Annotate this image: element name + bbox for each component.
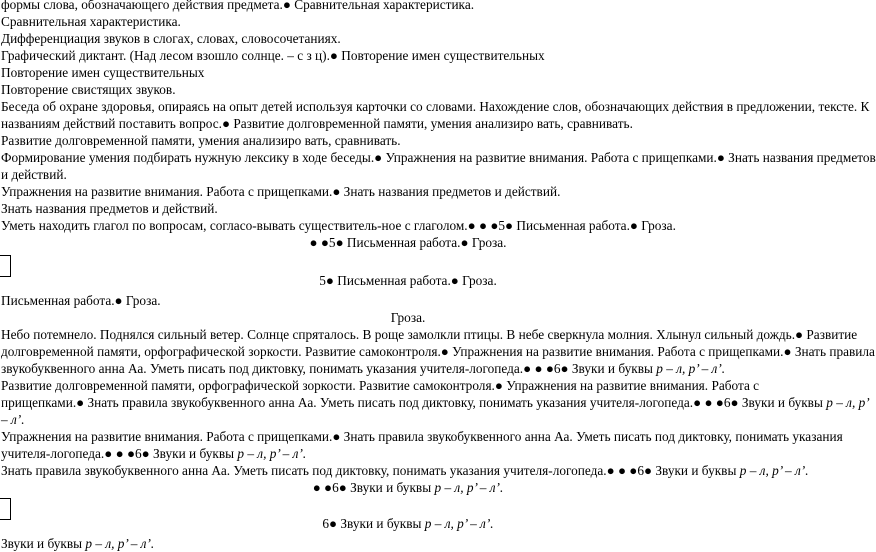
text-line-centered: 5● Письменная работа.● Гроза. bbox=[319, 273, 497, 288]
text-line: Уметь находить глагол по вопросам, согласо-вывать существитель-ное с глаголом.● ● ●5● Письменная работа.● Гроза. bbox=[1, 218, 676, 233]
text-span: учителя-логопеда.● ● ●6● Звуки и буквы bbox=[1, 446, 238, 461]
text-line bbox=[1, 535, 814, 552]
text-span: Знать правила звукобуквенного анна Аа. Уметь писать под диктовку, понимать указания учителя-логопеда.● ● ●6● Звуки и буквы bbox=[1, 463, 740, 478]
italic-span: р – л, р’ – л’. bbox=[739, 463, 809, 478]
text-line: Повторение имен существительных bbox=[1, 65, 205, 80]
text-line-centered: ● ●5● Письменная работа.● Гроза. bbox=[309, 235, 507, 250]
text-line: Беседа об охране здоровья, опираясь на опыт детей используя карточки со словами. Нахождение слов, обозначающих действия в предложении, тексте. К bbox=[1, 99, 870, 114]
text-span: прищепками.● Знать правила звукобуквенного анна Аа. Уметь писать под диктовку, понимать указания учителя-логопеда.● ● ●6● Звуки и буквы bbox=[1, 395, 827, 410]
text-line bbox=[1, 462, 814, 479]
text-line bbox=[1, 394, 870, 411]
text-line bbox=[1, 411, 814, 428]
italic-span: р – л, р’ – л’. bbox=[434, 480, 504, 495]
text-span: ● ●6● Звуки и буквы bbox=[312, 480, 435, 495]
italic-span: р – л, р’ – л’. bbox=[237, 446, 307, 461]
text-line bbox=[1, 360, 814, 377]
italic-span: р – л, р’ – л’. bbox=[85, 536, 155, 551]
text-line: Знать названия предметов и действий. bbox=[1, 201, 218, 216]
text-line: формы слова, обозначающего действия предмета.● Сравнительная характеристика. bbox=[1, 0, 475, 12]
text-span: звукобуквенного анна Аа. Уметь писать под диктовку, понимать указания учителя-логопеда.● ● ●6● Звуки и буквы bbox=[1, 361, 657, 376]
text-line: Небо потемнело. Поднялся сильный ветер. Солнце спряталось. В роще замолкли птицы. В небе сверкнула молния. Хлынул сильный дождь.● Развитие bbox=[1, 327, 858, 342]
text-span: 6● Звуки и буквы bbox=[322, 516, 425, 531]
text-line-centered bbox=[0, 515, 816, 532]
text-span: Звуки и буквы bbox=[1, 536, 86, 551]
text-line: Письменная работа.● Гроза. bbox=[1, 293, 161, 308]
italic-span: р – л, р’ bbox=[826, 395, 870, 410]
text-line: Сравнительная характеристика. bbox=[1, 14, 181, 29]
text-line: Упражнения на развитие внимания. Работа с прищепками.● Знать правила звукобуквенного анна Аа. Уметь писать под диктовку, понимать указания bbox=[1, 429, 843, 444]
text-line-centered: Гроза. bbox=[390, 310, 426, 325]
text-line: Дифференциация звуков в слогах, словах, словосочетаниях. bbox=[1, 31, 341, 46]
text-line: Развитие долговременной памяти, орфографической зоркости. Развитие самоконтроля.● Упражнения на развитие внимания. Работа с bbox=[1, 378, 760, 393]
text-line: долговременной памяти, орфографической зоркости. Развитие самоконтроля.● Упражнения на развитие внимания. Работа с прищепками.● Знать правила bbox=[1, 344, 875, 359]
text-line bbox=[1, 445, 814, 462]
text-line-centered bbox=[0, 479, 816, 496]
text-line: Развитие долговременной памяти, умения анализиро вать, сравнивать. bbox=[1, 133, 401, 148]
text-line: Упражнения на развитие внимания. Работа с прищепками.● Знать названия предметов и действий. bbox=[1, 184, 561, 199]
text-line: названиям действий поставить вопрос.● Развитие долговременной памяти, умения анализиро вать, сравнивать. bbox=[1, 116, 633, 131]
italic-span: р – л, р’ – л’. bbox=[424, 516, 494, 531]
text-line: Формирование умения подбирать нужную лексику в ходе беседы.● Упражнения на развитие внимания. Работа с прищепками.● Знать названия предметов bbox=[1, 150, 876, 165]
text-line: Графический диктант. (Над лесом взошло солнце. – с з ц).● Повторение имен существительных bbox=[1, 48, 545, 63]
italic-span: – л’. bbox=[1, 412, 25, 427]
text-line: и действий. bbox=[1, 167, 67, 182]
text-line: Повторение свистящих звуков. bbox=[1, 82, 176, 97]
italic-span: р – л, р’ – л’. bbox=[656, 361, 726, 376]
